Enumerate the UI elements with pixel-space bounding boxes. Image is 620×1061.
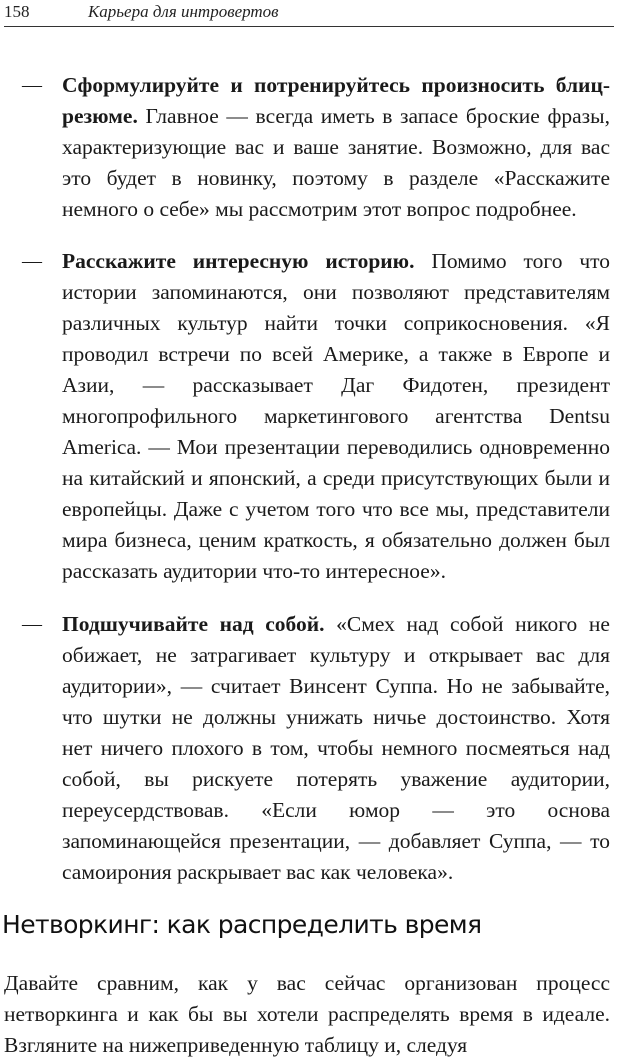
list-dash: — <box>22 612 42 635</box>
list-item-lead: Сформулируйте и потренируйтесь произносить блиц-резюме. <box>62 72 610 128</box>
list-item-body: «Смех над собой никого не обижает, не затрагивает культуру и открывает вас для аудитории», — считает Винсент Суппа. Но не забывайте, что шутки не должны унижать ничье достоинство. Хотя нет ничего плохого в том, чтобы немного посмеяться над собой, вы рискуете потерять уважение аудитории, переусердствовав. «Если юмор — это основа запоминающейся презентации, — добавляет Суппа, — то самоирония раскрывает вас как человека». <box>62 611 610 884</box>
list-item-lead: Подшучивайте над собой. <box>62 611 325 636</box>
page-number: 158 <box>4 2 30 21</box>
list-item-text <box>62 246 610 587</box>
list-item-text <box>62 70 610 225</box>
list-item <box>0 70 620 225</box>
list-item-body: Помимо того что истории запоминаются, они позволяют представителям различных культур найти точки соприкосновения. «Я проводил встречи по всей Америке, а также в Европе и Азии, — рассказывает Даг Фидотен, президент многопрофильного маркетингового агентства Dentsu America. — Мои презентации переводились одновременно на китайский и японский, а среди присутствующих были и европейцы. Даже с учетом того что все мы, представители мира бизнеса, ценим краткость, я обязательно должен был рассказать аудитории что-то интересное». <box>62 249 610 583</box>
list-item <box>0 246 620 587</box>
list-item-body: Главное — всегда иметь в запасе броские фразы, характеризующие вас и ваше занятие. Возможно, для вас это будет в новинку, поэтому в разделе «Расскажите немного о себе» мы рассмотрим этот вопрос подробнее. <box>62 103 610 221</box>
list-dash: — <box>22 250 42 272</box>
section-heading: Нетворкинг: как распределить время <box>2 910 482 939</box>
running-header <box>4 0 614 27</box>
book-title: Карьера для интровертов <box>88 2 279 21</box>
list-item-text <box>62 609 610 888</box>
list-item <box>0 609 620 888</box>
list-dash: — <box>22 73 42 96</box>
list-item-lead: Расскажите интересную историю. <box>62 249 415 273</box>
section-paragraph: Давайте сравним, как у вас сейчас организован процесс нетворкинга и как бы вы хотели распределять время в идеале. Взгляните на нижеприведенную таблицу и, следуя <box>4 971 610 1057</box>
tips-list <box>0 48 620 909</box>
